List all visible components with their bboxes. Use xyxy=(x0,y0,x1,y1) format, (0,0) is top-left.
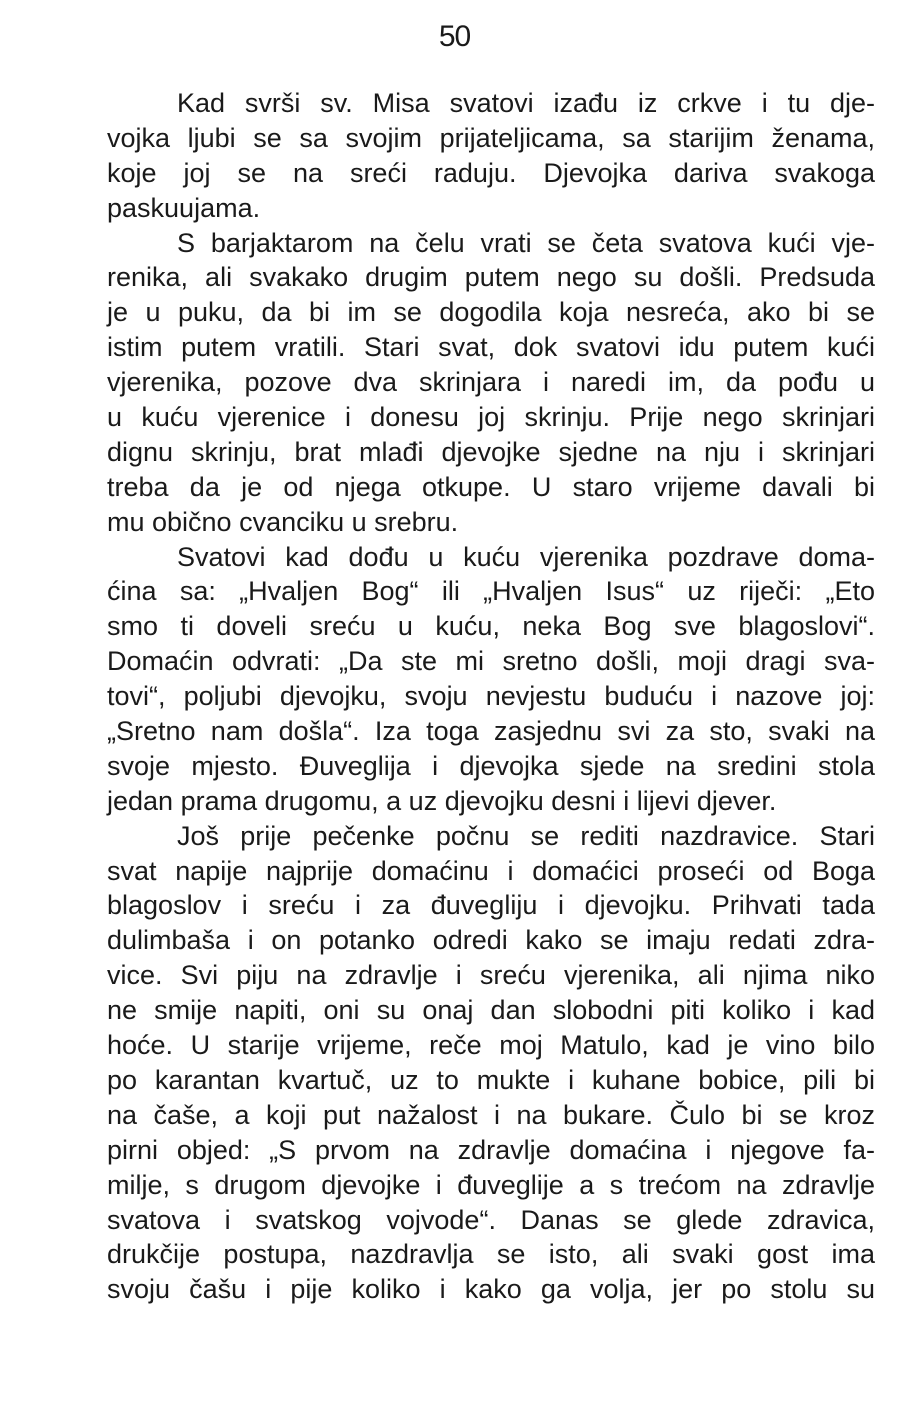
text-line: S barjaktarom na čelu vrati se četa svatova kući vje- xyxy=(177,227,875,258)
text-line: koje joj se na sreći raduju. Djevojka dariva svakoga xyxy=(107,157,875,188)
text-line: milje, s drugom djevojke i đuveglije a s trećom na zdravlje xyxy=(107,1169,875,1200)
text-line: u kuću vjerenice i donesu joj skrinju. Prije nego skrinjari xyxy=(107,402,875,433)
text-line: istim putem vratili. Stari svat, dok svatovi idu putem kući xyxy=(107,332,875,363)
text-line: Domaćin odvrati: „Da ste mi sretno došli, moji dragi sva- xyxy=(107,646,875,677)
text-line: vojka ljubi se sa svojim prijateljicama, sa starijim ženama, xyxy=(107,122,875,153)
text-line: pirni objed: „S prvom na zdravlje domaćina i njegove fa- xyxy=(107,1134,875,1165)
text-line: drukčije postupa, nazdravlja se isto, ali svaki gost ima xyxy=(107,1239,875,1270)
text-line: vjerenika, pozove dva skrinjara i naredi im, da pođu u xyxy=(107,367,875,398)
text-line: ne smije napiti, oni su onaj dan slobodni piti koliko i kad xyxy=(107,995,875,1026)
text-line: svoju čašu i pije koliko i kako ga volja, jer po stolu su xyxy=(107,1274,875,1305)
text-line: svatova i svatskog vojvode“. Danas se glede zdravica, xyxy=(107,1204,875,1235)
text-line: je u puku, da bi im se dogodila koja nesreća, ako bi se xyxy=(107,297,875,328)
text-line: smo ti doveli sreću u kuću, neka Bog sve blagoslovi“. xyxy=(107,611,875,642)
text-line: svoje mjesto. Đuveglija i djevojka sjede na sredini stola xyxy=(107,750,875,781)
text-line: dulimbaša i on potanko odredi kako se imaju redati zdra- xyxy=(107,925,875,956)
text-line: ćina sa: „Hvaljen Bog“ ili „Hvaljen Isus“ uz riječi: „Eto xyxy=(107,576,875,607)
text-line: mu obično cvanciku u srebru. xyxy=(107,506,459,537)
text-line: blagoslov i sreću i za đuvegliju i djevojku. Prihvati tada xyxy=(107,890,875,921)
text-line: jedan prama drugomu, a uz djevojku desni i lijevi djever. xyxy=(107,785,777,816)
text-line: „Sretno nam došla“. Iza toga zasjednu svi za sto, svaki na xyxy=(107,716,875,747)
body-text xyxy=(107,86,875,1307)
text-line: po karantan kvartuč, uz to mukte i kuhane bobice, pili bi xyxy=(107,1064,875,1095)
text-line: treba da je od njega otkupe. U staro vrijeme davali bi xyxy=(107,471,875,502)
page-number: 50 xyxy=(438,20,471,53)
text-line: dignu skrinju, brat mlađi djevojke sjedne na nju i skrinjari xyxy=(107,436,875,467)
text-line: tovi“, poljubi djevojku, svoju nevjestu buduću i nazove joj: xyxy=(107,681,875,712)
text-line: renika, ali svakako drugim putem nego su došli. Predsuda xyxy=(107,262,875,293)
text-line: svat napije najprije domaćinu i domaćici proseći od Boga xyxy=(107,855,875,886)
text-line: paskuujama. xyxy=(107,192,261,223)
text-line: vice. Svi piju na zdravlje i sreću vjerenika, ali njima niko xyxy=(107,960,875,991)
text-line: Svatovi kad dođu u kuću vjerenika pozdrave doma- xyxy=(177,541,875,572)
text-line: Kad svrši sv. Misa svatovi izađu iz crkve i tu dje- xyxy=(177,88,875,118)
text-line: na čaše, a koji put nažalost i na bukare. Čulo bi se kroz xyxy=(107,1099,875,1130)
text-line: hoće. U starije vrijeme, reče moj Matulo, kad je vino bilo xyxy=(107,1030,875,1061)
text-line: Još prije pečenke počnu se rediti nazdravice. Stari xyxy=(177,820,875,851)
